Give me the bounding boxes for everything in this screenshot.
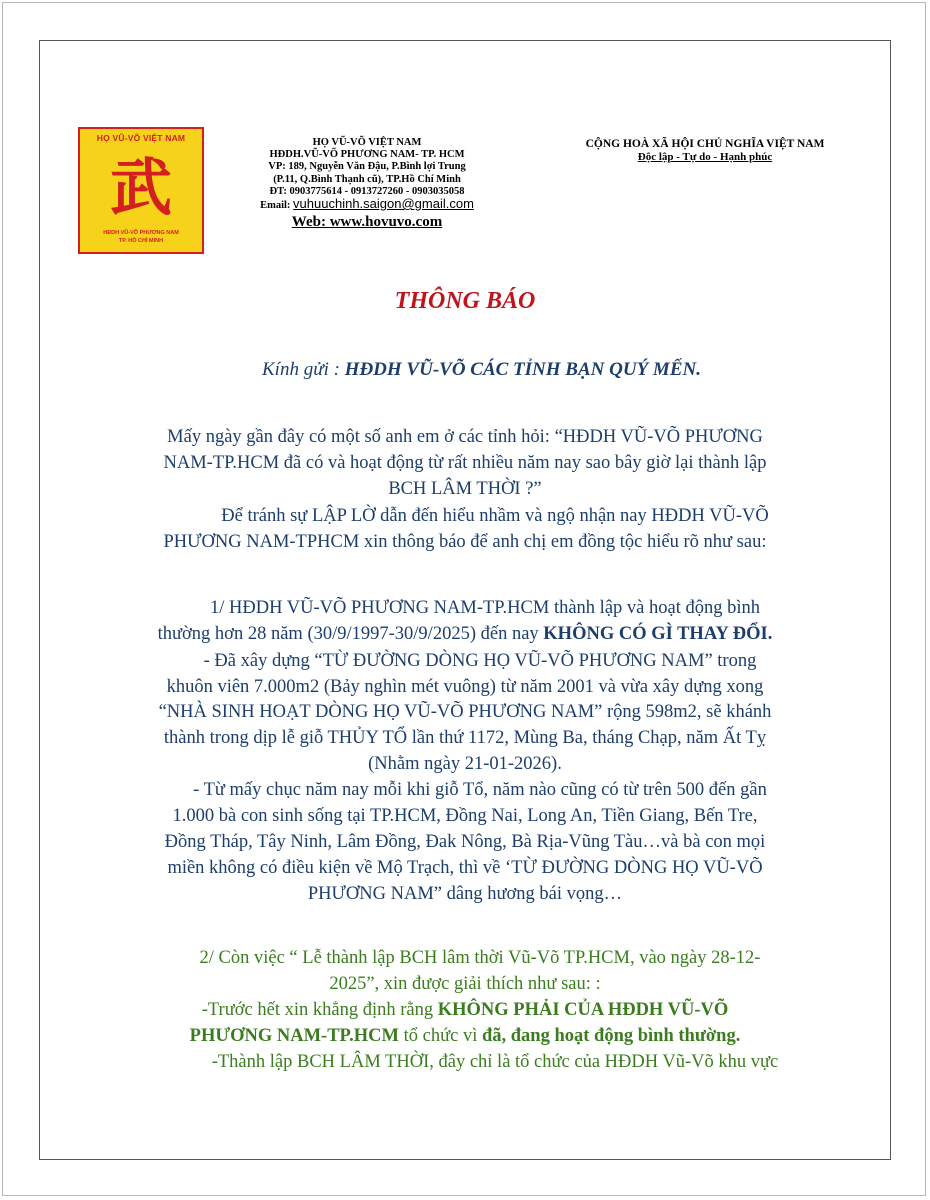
section1-line-3: - Đã xây dựng “TỪ ĐƯỜNG DÒNG HỌ VŨ-VÕ PHƯƠNG NAM” trong [203, 651, 757, 671]
organization-header [222, 137, 512, 231]
intro-line-1: Mấy ngày gần đây có một số anh em ở các tỉnh hỏi: “HĐDH VŨ-VÕ PHƯƠNG [167, 427, 763, 447]
section1-line-2 [60, 623, 870, 645]
organization-logo [78, 127, 204, 254]
section2-not-hddh-emphasis: KHÔNG PHẢI CỦA HĐDH VŨ-VÕ [437, 1000, 729, 1020]
section1-line-7: (Nhằm ngày 21-01-2026). [368, 754, 562, 774]
section1-line-1: 1/ HĐDH VŨ-VÕ PHƯƠNG NAM-TP.HCM thành lập và hoạt động bình [210, 598, 760, 618]
document-title: THÔNG BÁO [394, 288, 536, 314]
section2-line-4-text: tổ chức vì [398, 1026, 482, 1046]
web-link[interactable]: www.hovuvo.com [329, 214, 443, 231]
logo-bottom-line2: TP. HỒ CHÍ MINH [118, 238, 164, 244]
greeting [262, 359, 701, 381]
section2-line-5: -Thành lập BCH LÂM THỜI, đây chỉ là tổ chức của HĐDH Vũ-Võ khu vực [211, 1052, 779, 1072]
logo-top-text: HỌ VŨ-VÕ VIỆT NAM [96, 133, 186, 143]
section1-line-6: thành trong dịp lễ giỗ THỦY TỔ lần thứ 1172, Mùng Ba, tháng Chạp, năm Ất Tỵ [163, 728, 767, 748]
org-line-1: HỌ VŨ-VÕ VIỆT NAM [312, 137, 422, 148]
intro-line-4: Để tránh sự LẬP LỜ dẫn đến hiểu nhầm và ngộ nhận nay HĐDH VŨ-VÕ [221, 506, 769, 526]
org-line-3: VP: 189, Nguyễn Văn Đậu, P.Bình lợi Trung [268, 161, 466, 173]
org-line-2: HĐDH.VŨ-VÕ PHƯƠNG NAM- TP. HCM [269, 149, 465, 161]
section1-line-8: - Từ mấy chục năm nay mỗi khi giỗ Tổ, năm nào cũng có từ trên 500 đến gần [193, 780, 767, 800]
intro-line-2: NAM-TP.HCM đã có và hoạt động từ rất nhiều năm nay sao bây giờ lại thành lập [163, 453, 767, 473]
intro-line-3: BCH LÂM THỜI ?” [388, 479, 542, 499]
email-label: Email: [260, 200, 294, 212]
section2-line-3-text: -Trước hết xin khẳng định rằng [201, 1000, 438, 1020]
section1-line-4: khuôn viên 7.000m2 (Bảy nghìn mét vuông) từ năm 2001 và vừa xây dựng xong [166, 677, 764, 697]
section1-line-5: “NHÀ SINH HOẠT DÒNG HỌ VŨ-VÕ PHƯƠNG NAM” rộng 598m2, sẽ khánh [158, 702, 772, 722]
republic-header [545, 138, 865, 164]
section1-line-9: 1.000 bà con sinh sống tại TP.HCM, Đồng Nai, Long An, Tiền Giang, Bến Tre, [172, 806, 758, 826]
section1-no-change-emphasis: KHÔNG CÓ GÌ THAY ĐỔI. [543, 624, 773, 644]
section2-line-4 [60, 1025, 870, 1047]
greeting-prefix: Kính gửi [262, 359, 329, 380]
section2-line-3 [60, 999, 870, 1021]
logo-character: 武 [109, 151, 172, 224]
greeting-recipient: HĐDH VŨ-VÕ CÁC TỈNH BẠN QUÝ MẾN. [344, 359, 701, 380]
logo-bottom-line1: HĐDH VŨ-VÕ PHƯƠNG NAM [103, 230, 179, 236]
national-motto: Độc lập - Tự do - Hạnh phúc [637, 151, 773, 163]
section1-line-10: Đồng Tháp, Tây Ninh, Lâm Đồng, Đak Nông, Bà Rịa-Vũng Tàu…và bà con mọi [164, 832, 766, 852]
section1-line-2-text: thường hơn 28 năm (30/9/1997-30/9/2025) đến nay [157, 624, 544, 644]
org-line-4: (P.11, Q.Bình Thạnh cũ), TP.Hồ Chí Minh [273, 173, 461, 185]
org-web-line [222, 214, 512, 231]
org-line-5: ĐT: 0903775614 - 0913727260 - 0903035058 [269, 185, 465, 197]
section1-line-12: PHƯƠNG NAM” dâng hương bái vọng… [307, 884, 623, 904]
greeting-separator: : [328, 359, 345, 380]
intro-line-5: PHƯƠNG NAM-TPHCM xin thông báo để anh chị em đồng tộc hiểu rõ như sau: [163, 532, 767, 552]
org-email-line [222, 198, 512, 212]
section1-line-11: miền không có điều kiện về Mộ Trạch, thì về ‘TỪ ĐƯỜNG DÒNG HỌ VŨ-VÕ [167, 858, 763, 878]
web-label: Web: [291, 214, 330, 231]
republic-name: CỘNG HOÀ XÃ HỘI CHỦ NGHĨA VIỆT NAM [585, 138, 825, 150]
section2-operating-emphasis: đã, đang hoạt động bình thường. [481, 1026, 741, 1046]
section2-org-name-emphasis: PHƯƠNG NAM-TP.HCM [189, 1026, 399, 1046]
section2-line-1: 2/ Còn việc “ Lễ thành lập BCH lâm thời Vũ-Võ TP.HCM, vào ngày 28-12- [199, 948, 761, 968]
section2-line-2: 2025”, xin được giải thích như sau: : [329, 974, 601, 994]
email-link[interactable]: vuhuuchinh.saigon@gmail.com [293, 196, 474, 212]
